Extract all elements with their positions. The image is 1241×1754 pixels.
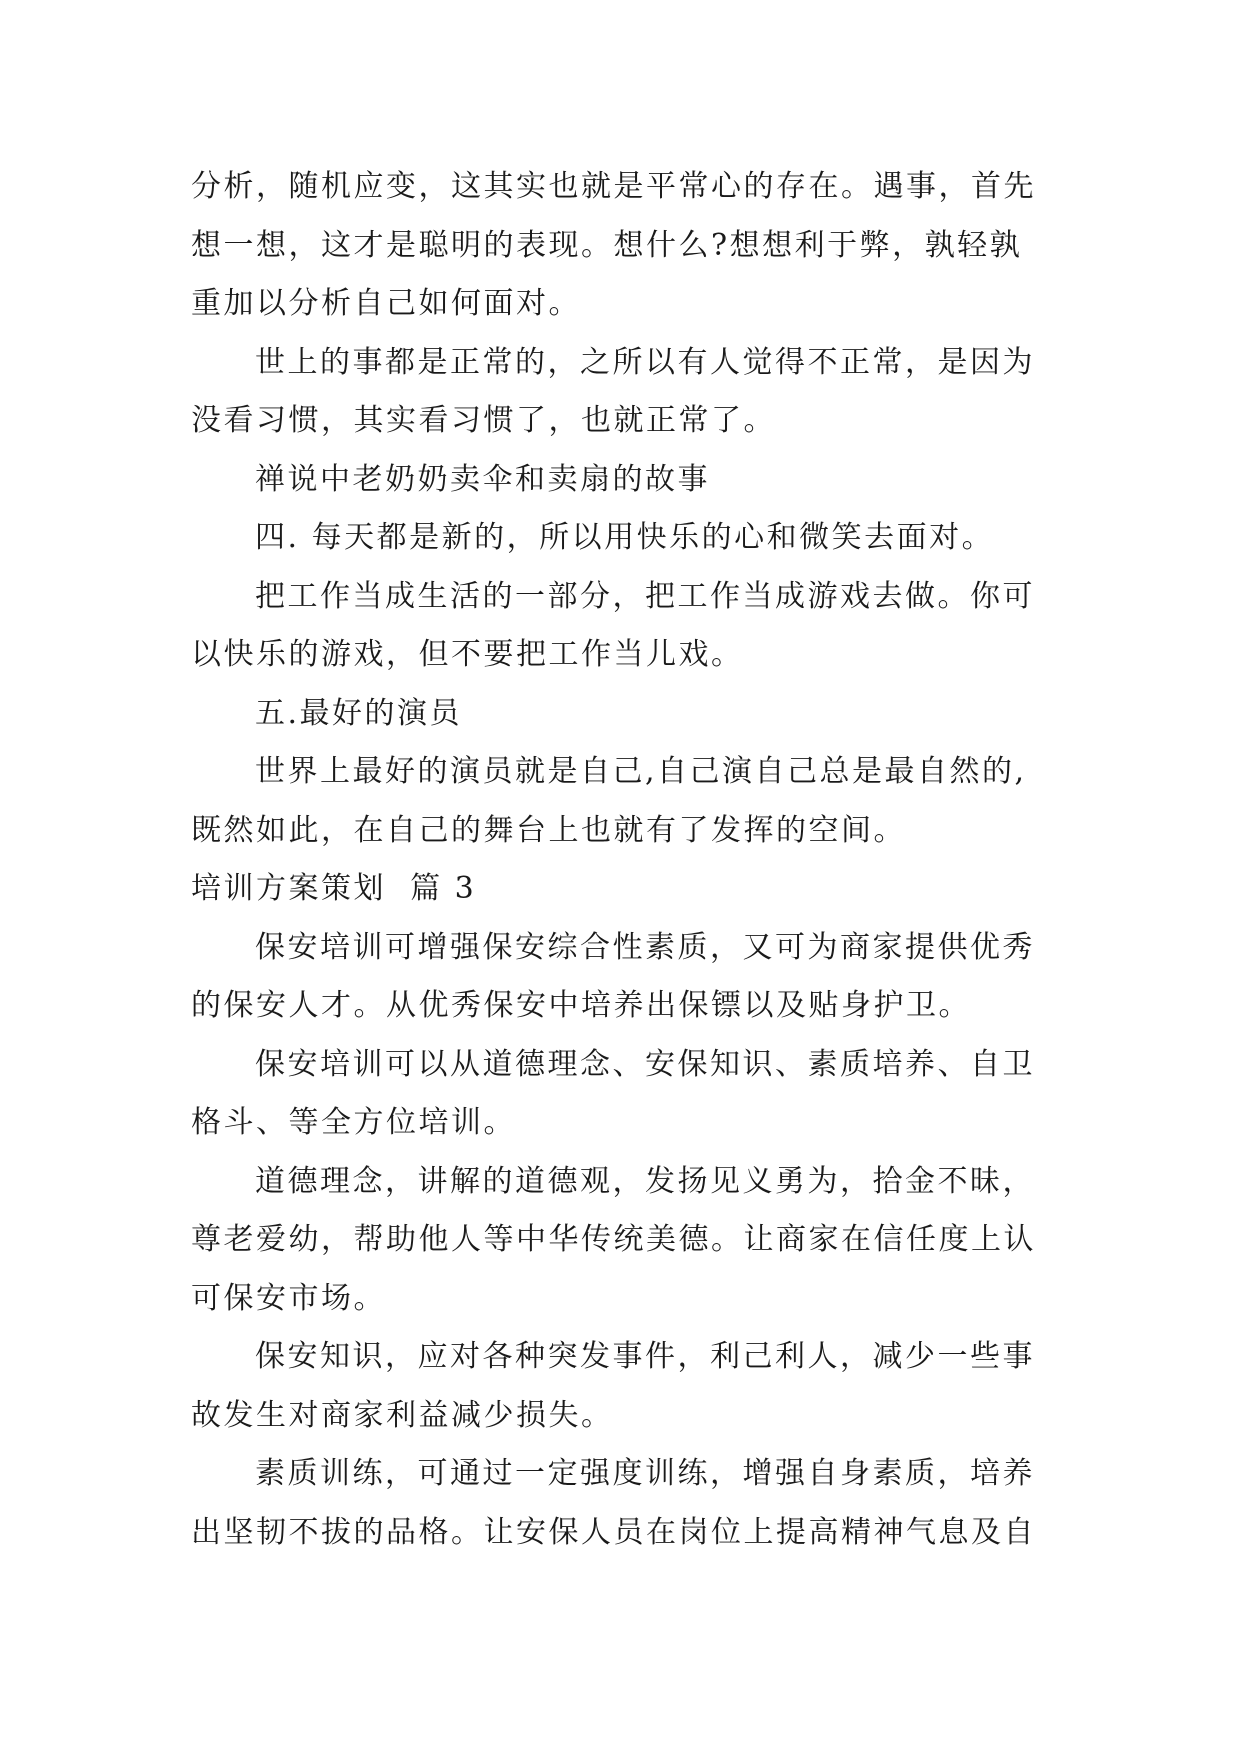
document-body (191, 158, 1053, 1562)
text-line: 保安知识，应对各种突发事件，利己利人，减少一些事 (255, 1339, 1035, 1374)
text-line: 重加以分析自己如何面对。 (191, 286, 581, 321)
paragraph (191, 919, 1053, 1036)
paragraph (191, 1153, 1053, 1329)
text-line: 可保安市场。 (191, 1280, 386, 1316)
text-line: 故发生对商家利益减少损失。 (191, 1397, 614, 1433)
section-heading (191, 685, 1053, 744)
text-line: 世上的事都是正常的，之所以有人觉得不正常，是因为 (255, 344, 1035, 380)
paragraph (191, 568, 1053, 685)
text-line: 以快乐的游戏，但不要把工作当儿戏。 (191, 637, 744, 672)
paragraph (191, 1036, 1053, 1153)
paragraph (191, 743, 1053, 860)
text-line: 的保安人才。从优秀保安中培养出保镖以及贴身护卫。 (191, 988, 971, 1023)
article-heading (191, 860, 1053, 919)
text-line: 想一想，这才是聪明的表现。想什么?想想利于弊，孰轻孰 (191, 227, 1023, 263)
paragraph (191, 334, 1053, 451)
paragraph (191, 451, 1053, 510)
text-line: 保安培训可以从道德理念、安保知识、素质培养、自卫 (255, 1046, 1035, 1082)
section-heading (191, 509, 1053, 568)
text-line: 把工作当成生活的一部分，把工作当成游戏去做。你可 (255, 578, 1035, 614)
text-line: 道德理念，讲解的道德观，发扬见义勇为，拾金不昧， (255, 1163, 1035, 1199)
text-line: 禅说中老奶奶卖伞和卖扇的故事 (255, 461, 710, 497)
text-line: 出坚韧不拔的品格。让安保人员在岗位上提高精神气息及自 (191, 1514, 1036, 1550)
text-line: 格斗、等全方位培训。 (191, 1105, 516, 1140)
text-line: 没看习惯，其实看习惯了，也就正常了。 (191, 403, 776, 438)
text-line: 尊老爱幼，帮助他人等中华传统美德。让商家在信任度上认 (191, 1222, 1036, 1257)
text-line: 素质训练，可通过一定强度训练，增强自身素质，培养 (255, 1456, 1035, 1491)
text-line: 保安培训可增强保安综合性素质，又可为商家提供优秀 (255, 929, 1035, 965)
heading-text: 培训方案策划 篇 3 (191, 871, 477, 906)
text-line: 世界上最好的演员就是自己,自己演自己总是最自然的, (255, 754, 1027, 789)
text-line: 四. 每天都是新的，所以用快乐的心和微笑去面对。 (255, 520, 995, 555)
paragraph (191, 1445, 1053, 1562)
text-line: 既然如此，在自己的舞台上也就有了发挥的空间。 (191, 812, 906, 848)
text-line: 五.最好的演员 (255, 695, 463, 731)
paragraph (191, 158, 1053, 334)
text-line: 分析，随机应变，这其实也就是平常心的存在。遇事，首先 (191, 169, 1036, 204)
paragraph (191, 1328, 1053, 1445)
